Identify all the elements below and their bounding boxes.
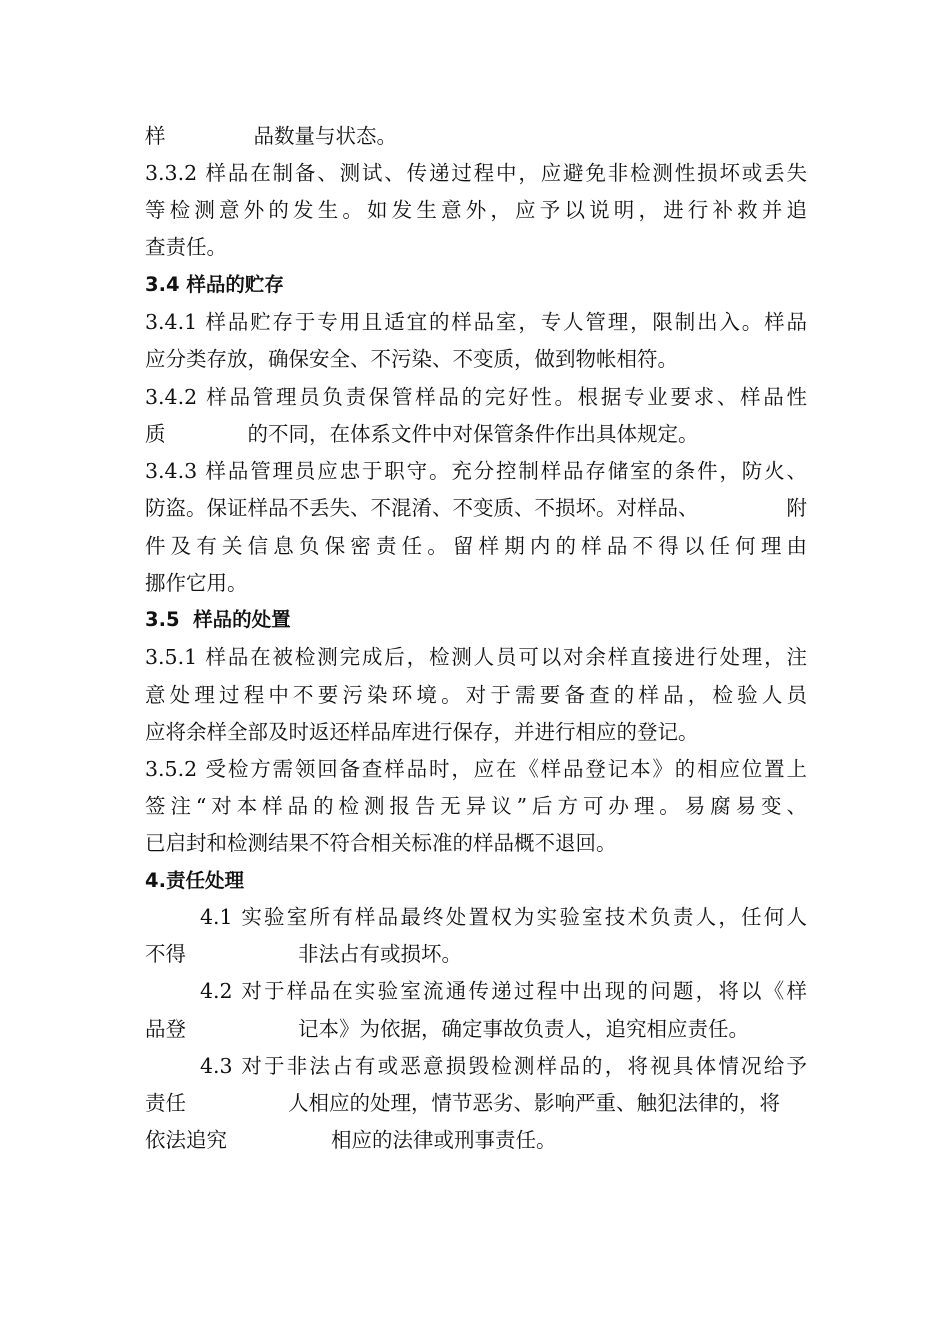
paragraph-line: 等检测意外的发生。如发生意外，应予以说明，进行补救并追 (145, 198, 807, 222)
paragraph-line: 挪作它用。 (145, 571, 248, 595)
section-heading: 3.4 样品的贮存 (145, 273, 284, 296)
paragraph-line: 品登 记本》为依据，确定事故负责人，追究相应责任。 (145, 1017, 749, 1041)
paragraph-line: 4.3 对于非法占有或恶意损毁检测样品的，将视具体情况给予 (200, 1054, 807, 1078)
paragraph-line: 应将余样全部及时返还样品库进行保存，并进行相应的登记。 (145, 720, 699, 744)
paragraph-line: 3.4.2 样品管理员负责保管样品的完好性。根据专业要求、样品性 (145, 385, 807, 409)
paragraph-line: 已启封和检测结果不符合相关标准的样品概不退回。 (145, 831, 617, 855)
paragraph-line: 件及有关信息负保密责任。留样期内的样品不得以任何理由 (145, 534, 807, 558)
paragraph-line: 应分类存放，确保安全、不污染、不变质，做到物帐相符。 (145, 347, 678, 371)
paragraph-line: 责任 人相应的处理，情节恶劣、影响严重、触犯法律的，将 (145, 1091, 780, 1115)
section-heading: 3.5 样品的处置 (145, 608, 291, 631)
paragraph-line: 3.4.1 样品贮存于专用且适宜的样品室，专人管理，限制出入。样品 (145, 310, 807, 334)
paragraph-line: 4.1 实验室所有样品最终处置权为实验室技术负责人，任何人 (200, 905, 807, 929)
paragraph-line: 依法追究 相应的法律或刑事责任。 (145, 1128, 557, 1152)
paragraph-line: 查责任。 (145, 235, 227, 259)
paragraph-line: 防盗。保证样品不丢失、不混淆、不变质、不损坏。对样品、 附 (145, 496, 807, 520)
paragraph-line: 质 的不同，在体系文件中对保管条件作出具体规定。 (145, 422, 699, 446)
paragraph-line: 签注“对本样品的检测报告无异议”后方可办理。易腐易变、 (145, 794, 807, 818)
paragraph-line: 3.4.3 样品管理员应忠于职守。充分控制样品存储室的条件，防火、 (145, 459, 807, 483)
section-heading: 4.责任处理 (145, 869, 244, 892)
paragraph-line: 3.5.1 样品在被检测完成后，检测人员可以对余样直接进行处理，注 (145, 645, 807, 669)
paragraph-line: 4.2 对于样品在实验室流通传递过程中出现的问题，将以《样 (200, 979, 807, 1003)
paragraph-line: 意处理过程中不要污染环境。对于需要备查的样品，检验人员 (145, 683, 807, 707)
paragraph-line: 3.5.2 受检方需领回备查样品时，应在《样品登记本》的相应位置上 (145, 757, 807, 781)
paragraph-line: 3.3.2 样品在制备、测试、传递过程中，应避免非检测性损坏或丢失 (145, 161, 807, 185)
paragraph-line: 样 品数量与状态。 (145, 124, 397, 148)
paragraph-line: 不得 非法占有或损坏。 (145, 942, 462, 966)
